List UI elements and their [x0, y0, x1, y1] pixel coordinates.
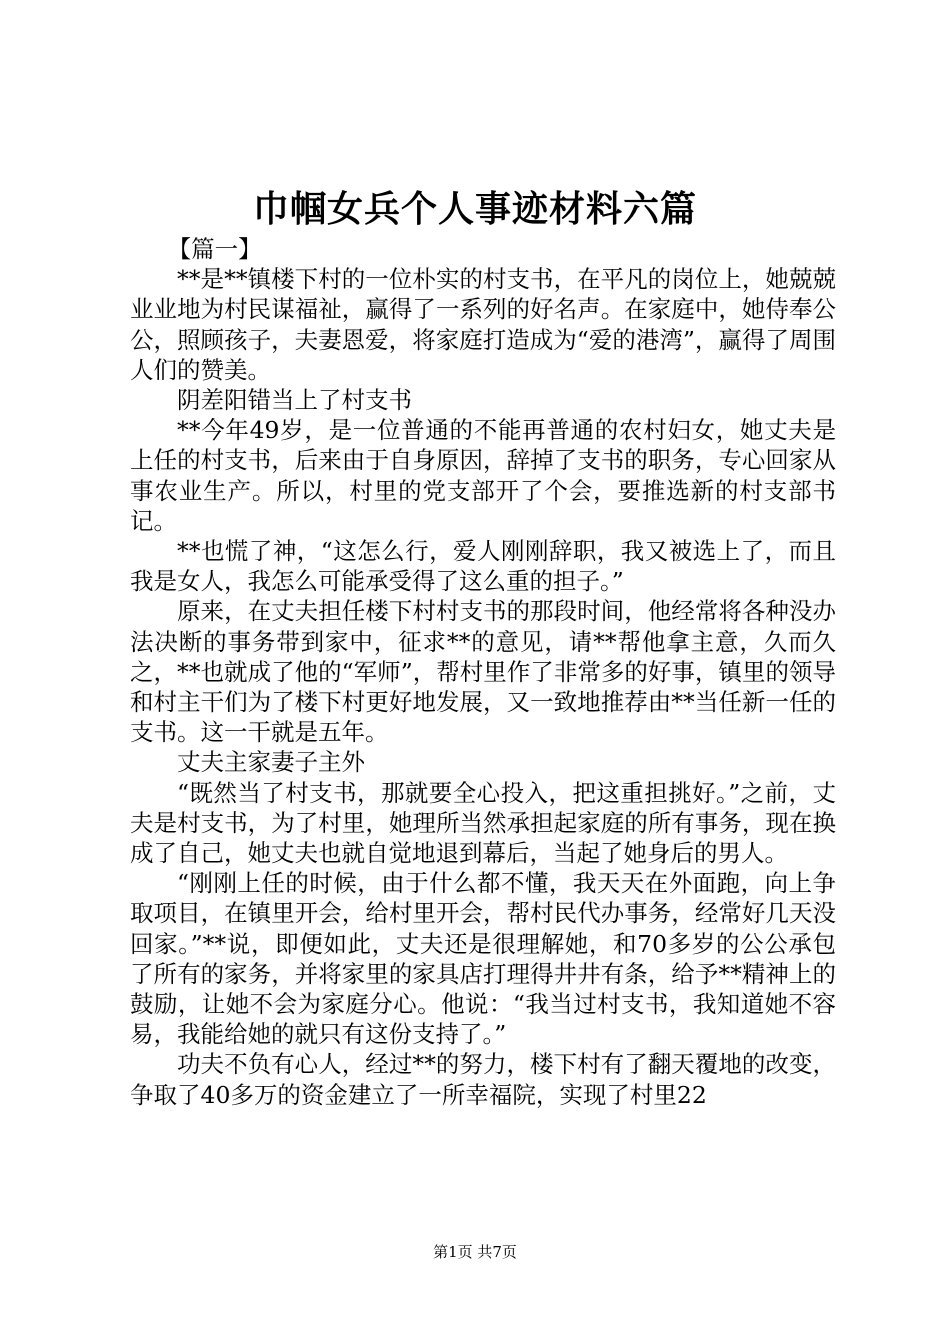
paragraph: “既然当了村支书，那就要全心投入，把这重担挑好。”之前，丈夫是村支书，为了村里，她理所当然承担起家庭的所有事务，现在换成了自己，她丈夫也就自觉地退到幕后，当起了她身后的男人。 — [130, 778, 836, 868]
document-title: 巾帼女兵个人事迹材料六篇 — [252, 188, 697, 230]
document-body — [130, 234, 836, 1110]
paragraph: **今年49岁，是一位普通的不能再普通的农村妇女，她丈夫是上任的村支书，后来由于自身原因，辞掉了支书的职务，专心回家从事农业生产。所以，村里的党支部开了个会，要推选新的村支部书记。 — [130, 416, 836, 535]
paragraph: 原来，在丈夫担任楼下村村支书的那段时间，他经常将各种没办法决断的事务带到家中，征求**的意见，请**帮他拿主意，久而久之，**也就成了他的“军师”，帮村里作了非常多的好事，镇里的领导和村主干们为了楼下村更好地发展，又一致地推荐由**当任新一任的支书。这一干就是五年。 — [130, 597, 836, 747]
paragraph: **是**镇楼下村的一位朴实的村支书，在平凡的岗位上，她兢兢业业地为村民谋福祉，赢得了一系列的好名声。在家庭中，她侍奉公公，照顾孩子，夫妻恩爱，将家庭打造成为“爱的港湾”，赢得了周围人们的赞美。 — [130, 265, 836, 384]
subheading: 阴差阳错当上了村支书 — [177, 386, 412, 415]
paragraph: **也慌了神，“这怎么行，爱人刚刚辞职，我又被选上了，而且我是女人，我怎么可能承受得了这么重的担子。” — [130, 537, 836, 596]
paragraph: “刚刚上任的时候，由于什么都不懂，我天天在外面跑，向上争取项目，在镇里开会，给村里开会，帮村民代办事务，经常好几天没回家。”**说，即便如此，丈夫还是很理解她，和70多岁的公公承包了所有的家务，并将家里的家具店打理得井井有条，给予**精神上的鼓励，让她不会为家庭分心。他说：“我当过村支书，我知道她不容易，我能给她的就只有这份支持了。” — [130, 869, 836, 1049]
section-label: 【篇一】 — [167, 235, 262, 263]
paragraph: 功夫不负有心人，经过**的努力，楼下村有了翻天覆地的改变，争取了40多万的资金建立了一所幸福院，实现了村里22 — [130, 1050, 836, 1109]
subheading: 丈夫主家妻子主外 — [177, 748, 365, 777]
page-footer: 第1页 共7页 — [433, 1243, 517, 1261]
